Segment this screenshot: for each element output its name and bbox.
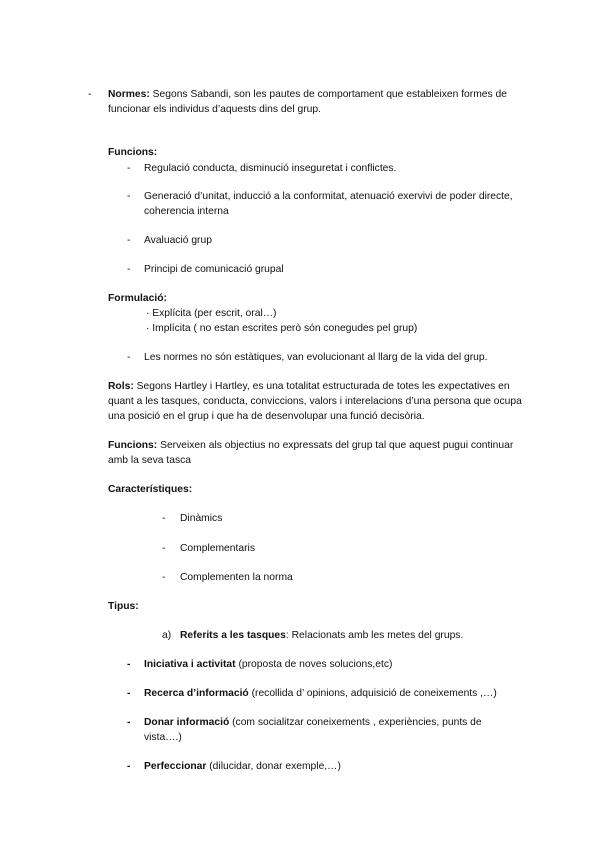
tipus-heading: Tipus: bbox=[108, 601, 139, 612]
funcions-item: Avaluació grup bbox=[144, 235, 212, 246]
formulacio-item-dash: - bbox=[127, 352, 131, 363]
funcions-item-dash: - bbox=[127, 191, 131, 202]
tipus-item bbox=[144, 657, 524, 672]
caracteristiques-item: Complementaris bbox=[180, 543, 255, 554]
tipus-a-item bbox=[180, 628, 525, 643]
tipus-a-label: Referits a les tasques bbox=[180, 630, 286, 641]
normes-bullet: - bbox=[88, 89, 92, 100]
formulacio-sub-item: · Implícita ( no estan escrites però són conegudes pel grup) bbox=[146, 323, 418, 334]
funcions-rols-label: Funcions: bbox=[108, 440, 158, 451]
formulacio-heading: Formulació: bbox=[108, 293, 167, 304]
caracteristiques-item-dash: - bbox=[162, 543, 166, 554]
caracteristiques-item: Dinàmics bbox=[180, 513, 223, 524]
caracteristiques-heading: Característiques: bbox=[108, 484, 193, 495]
funcions-heading: Funcions: bbox=[108, 147, 158, 158]
funcions-item-dash: - bbox=[127, 163, 131, 174]
tipus-item bbox=[144, 715, 514, 745]
funcions-rols-paragraph bbox=[108, 438, 533, 468]
rols-label: Rols: bbox=[108, 381, 134, 392]
tipus-a-text: : Relacionats amb les metes del grups. bbox=[285, 630, 464, 641]
funcions-item-dash: - bbox=[127, 235, 131, 246]
tipus-item-text: (recollida d’ opinions, adquisició de coneixements ,…) bbox=[248, 688, 497, 699]
normes-paragraph bbox=[108, 87, 533, 117]
tipus-item-text: (proposta de noves solucions,etc) bbox=[235, 659, 393, 670]
tipus-item-label: Iniciativa i activitat bbox=[144, 659, 236, 670]
funcions-item-dash: - bbox=[127, 264, 131, 275]
normes-label: Normes: bbox=[108, 89, 150, 100]
tipus-item bbox=[144, 759, 524, 774]
tipus-a-marker: a) bbox=[162, 630, 172, 641]
rols-paragraph bbox=[108, 379, 533, 424]
funcions-item: Generació d’unitat, inducció a la conformitat, atenuació exervivi de poder directe, coherencia interna bbox=[144, 191, 513, 217]
tipus-item-dash: - bbox=[127, 688, 131, 699]
tipus-item-label: Recerca d’informació bbox=[144, 688, 249, 699]
funcions-item: Regulació conducta, disminució inseguretat i conflictes. bbox=[144, 163, 397, 174]
tipus-item-text: (dilucidar, donar exemple,…) bbox=[206, 761, 341, 772]
normes-text: Segons Sabandi, son les pautes de comportament que estableixen formes de funcionar els individus d’aquests dins del grup. bbox=[108, 89, 507, 115]
tipus-item-label: Perfeccionar bbox=[144, 761, 207, 772]
tipus-item-text: (com socialitzar coneixements , experiències, punts de vista….) bbox=[144, 717, 482, 743]
funcions-rols-text: Serveixen als objectius no expressats del grup tal que aquest pugui continuar amb la seva tasca bbox=[108, 440, 514, 466]
tipus-item-label: Donar informació bbox=[144, 717, 230, 728]
formulacio-item: Les normes no són estàtiques, van evolucionant al llarg de la vida del grup. bbox=[144, 352, 488, 363]
tipus-item-dash: - bbox=[127, 659, 131, 670]
formulacio-sub-item: · Explícita (per escrit, oral…) bbox=[146, 308, 277, 319]
funcions-item: Principi de comunicació grupal bbox=[144, 264, 284, 275]
tipus-item-dash: - bbox=[127, 717, 131, 728]
rols-text: Segons Hartley i Hartley, es una totalitat estructurada de totes les expectatives en quant a les tasques, conducta, conviccions, valors i interelacions d’una persona que ocupa una posició en el grup i que ha de desenvolupar una funció decisòria. bbox=[108, 381, 522, 422]
tipus-item bbox=[144, 686, 534, 701]
tipus-item-dash: - bbox=[127, 761, 131, 772]
caracteristiques-item: Complementen la norma bbox=[180, 572, 293, 583]
caracteristiques-item-dash: - bbox=[162, 572, 166, 583]
caracteristiques-item-dash: - bbox=[162, 513, 166, 524]
